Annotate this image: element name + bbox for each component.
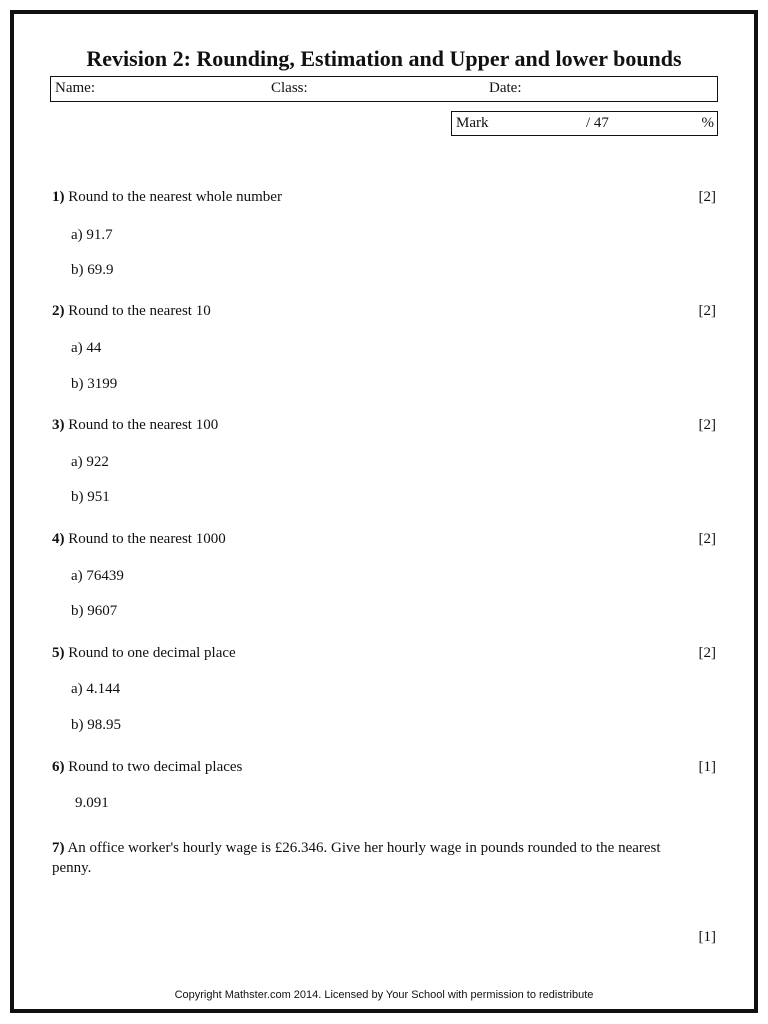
question-5-part-b: b) 98.95	[71, 717, 121, 733]
question-marks: [2]	[698, 189, 716, 205]
question-7	[52, 838, 702, 878]
question-3-part-b: b) 951	[71, 489, 110, 505]
question-number: 7)	[52, 840, 65, 856]
student-info-box	[50, 76, 718, 102]
question-3-part-a: a) 922	[71, 454, 109, 470]
date-label: Date:	[489, 80, 522, 96]
question-number: 4)	[52, 531, 65, 547]
question-text: Round to one decimal place	[68, 645, 236, 661]
mark-box	[451, 111, 718, 136]
question-2	[52, 303, 716, 320]
question-6	[52, 759, 716, 776]
question-4-part-b: b) 9607	[71, 603, 118, 619]
question-text: Round to the nearest 10	[68, 303, 211, 319]
copyright-footer: Copyright Mathster.com 2014. Licensed by Your School with permission to redistribute	[174, 989, 594, 1001]
question-text: Round to the nearest 1000	[68, 531, 226, 547]
question-7-marks: [1]	[698, 929, 716, 945]
question-number: 2)	[52, 303, 65, 319]
question-number: 5)	[52, 645, 65, 661]
mark-label: Mark	[456, 115, 489, 131]
question-text: Round to two decimal places	[68, 759, 243, 775]
question-marks: [2]	[698, 531, 716, 547]
question-text: An office worker's hourly wage is £26.346. Give her hourly wage in pounds rounded to the nearest penny.	[52, 840, 661, 876]
question-text: Round to the nearest 100	[68, 417, 219, 433]
mark-total: / 47	[586, 115, 609, 131]
question-1	[52, 189, 716, 206]
class-label: Class:	[271, 80, 308, 96]
question-number: 6)	[52, 759, 65, 775]
question-3	[52, 417, 716, 434]
question-marks: [2]	[698, 417, 716, 433]
question-text: Round to the nearest whole number	[68, 189, 282, 205]
mark-percent: %	[701, 115, 714, 131]
question-4	[52, 531, 716, 548]
question-5-part-a: a) 4.144	[71, 681, 121, 697]
question-5	[52, 645, 716, 662]
question-2-part-b: b) 3199	[71, 376, 118, 392]
worksheet-title: Revision 2: Rounding, Estimation and Upper and lower bounds	[86, 46, 682, 71]
question-marks: [2]	[698, 303, 716, 319]
question-6-value: 9.091	[75, 795, 109, 811]
question-1-part-a: a) 91.7	[71, 227, 113, 243]
question-4-part-a: a) 76439	[71, 568, 124, 584]
question-number: 1)	[52, 189, 65, 205]
name-label: Name:	[55, 80, 95, 96]
question-number: 3)	[52, 417, 65, 433]
question-marks: [1]	[698, 759, 716, 775]
question-2-part-a: a) 44	[71, 340, 102, 356]
question-marks: [2]	[698, 645, 716, 661]
question-1-part-b: b) 69.9	[71, 262, 114, 278]
